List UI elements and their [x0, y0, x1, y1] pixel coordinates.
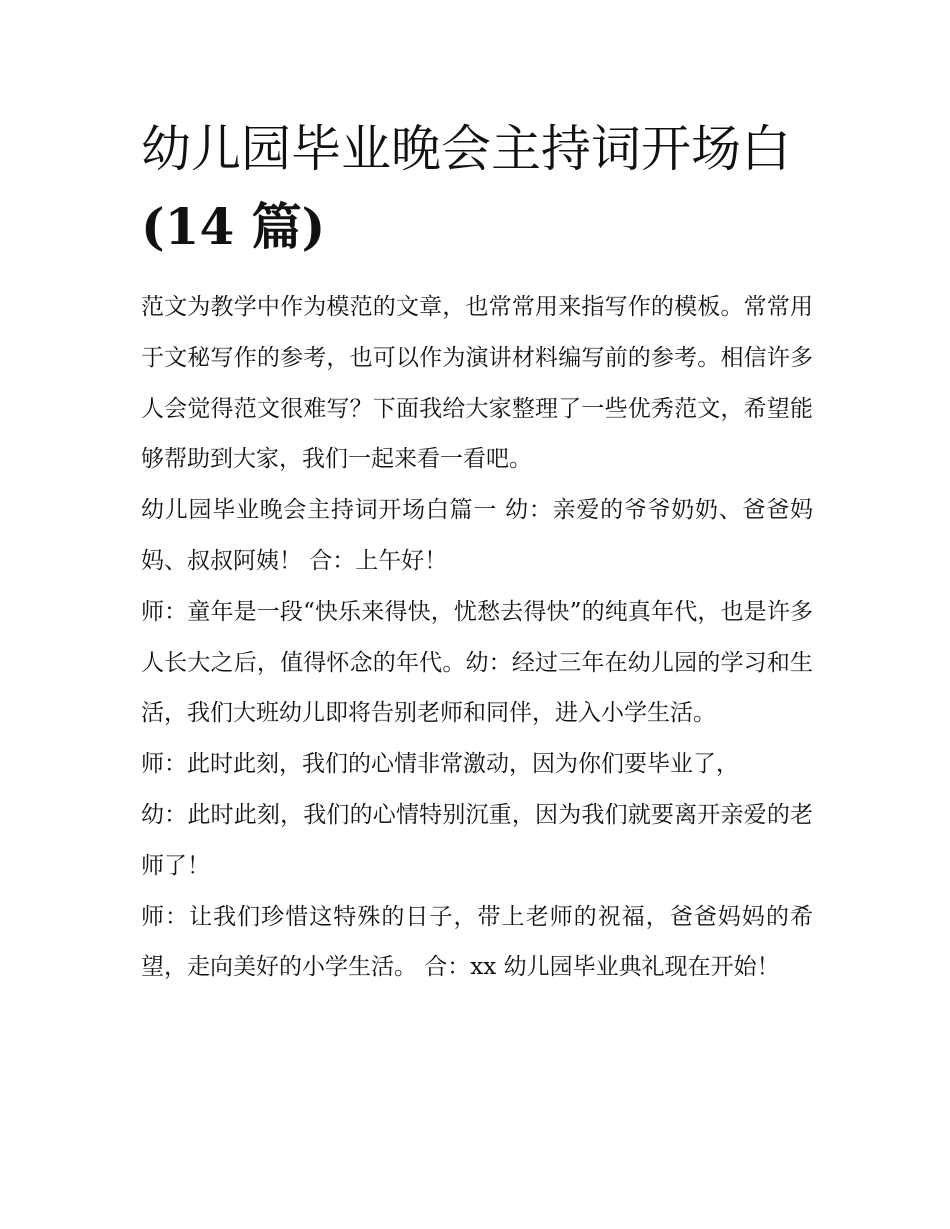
paragraph-1: 幼儿园毕业晚会主持词开场白篇一 幼：亲爱的爷爷奶奶、爸爸妈妈、叔叔阿姨！ 合：上午好！	[141, 497, 813, 574]
title-line-1: 幼儿园毕业晚会主持词开场白	[141, 120, 791, 178]
page-title	[141, 110, 813, 266]
paragraph-5: 师：让我们珍惜这特殊的日子，带上老师的祝福，爸爸妈妈的希望，走向美好的小学生活。 合：xx 幼儿园毕业典礼现在开始！	[141, 903, 813, 981]
paragraph-2: 师：童年是一段“快乐来得快，忧愁去得快”的纯真年代，也是许多人长大之后，值得怀念的年代。幼：经过三年在幼儿园的学习和生活，我们大班幼儿即将告别老师和同伴，进入小学生活。	[141, 598, 813, 727]
paragraph-3: 师：此时此刻，我们的心情非常激动，因为你们要毕业了，	[141, 751, 739, 778]
title-line-2: (14 篇)	[141, 197, 326, 256]
paragraph-4: 幼：此时此刻，我们的心情特别沉重，因为我们就要离开亲爱的老师了！	[141, 801, 813, 879]
document-page	[141, 110, 813, 993]
paragraph-intro: 范文为教学中作为模范的文章，也常常用来指写作的模板。常常用于文秘写作的参考，也可以作为演讲材料编写前的参考。相信许多人会觉得范文很难写？下面我给大家整理了一些优秀范文，希望能够帮助到大家，我们一起来看一看吧。	[141, 294, 813, 473]
